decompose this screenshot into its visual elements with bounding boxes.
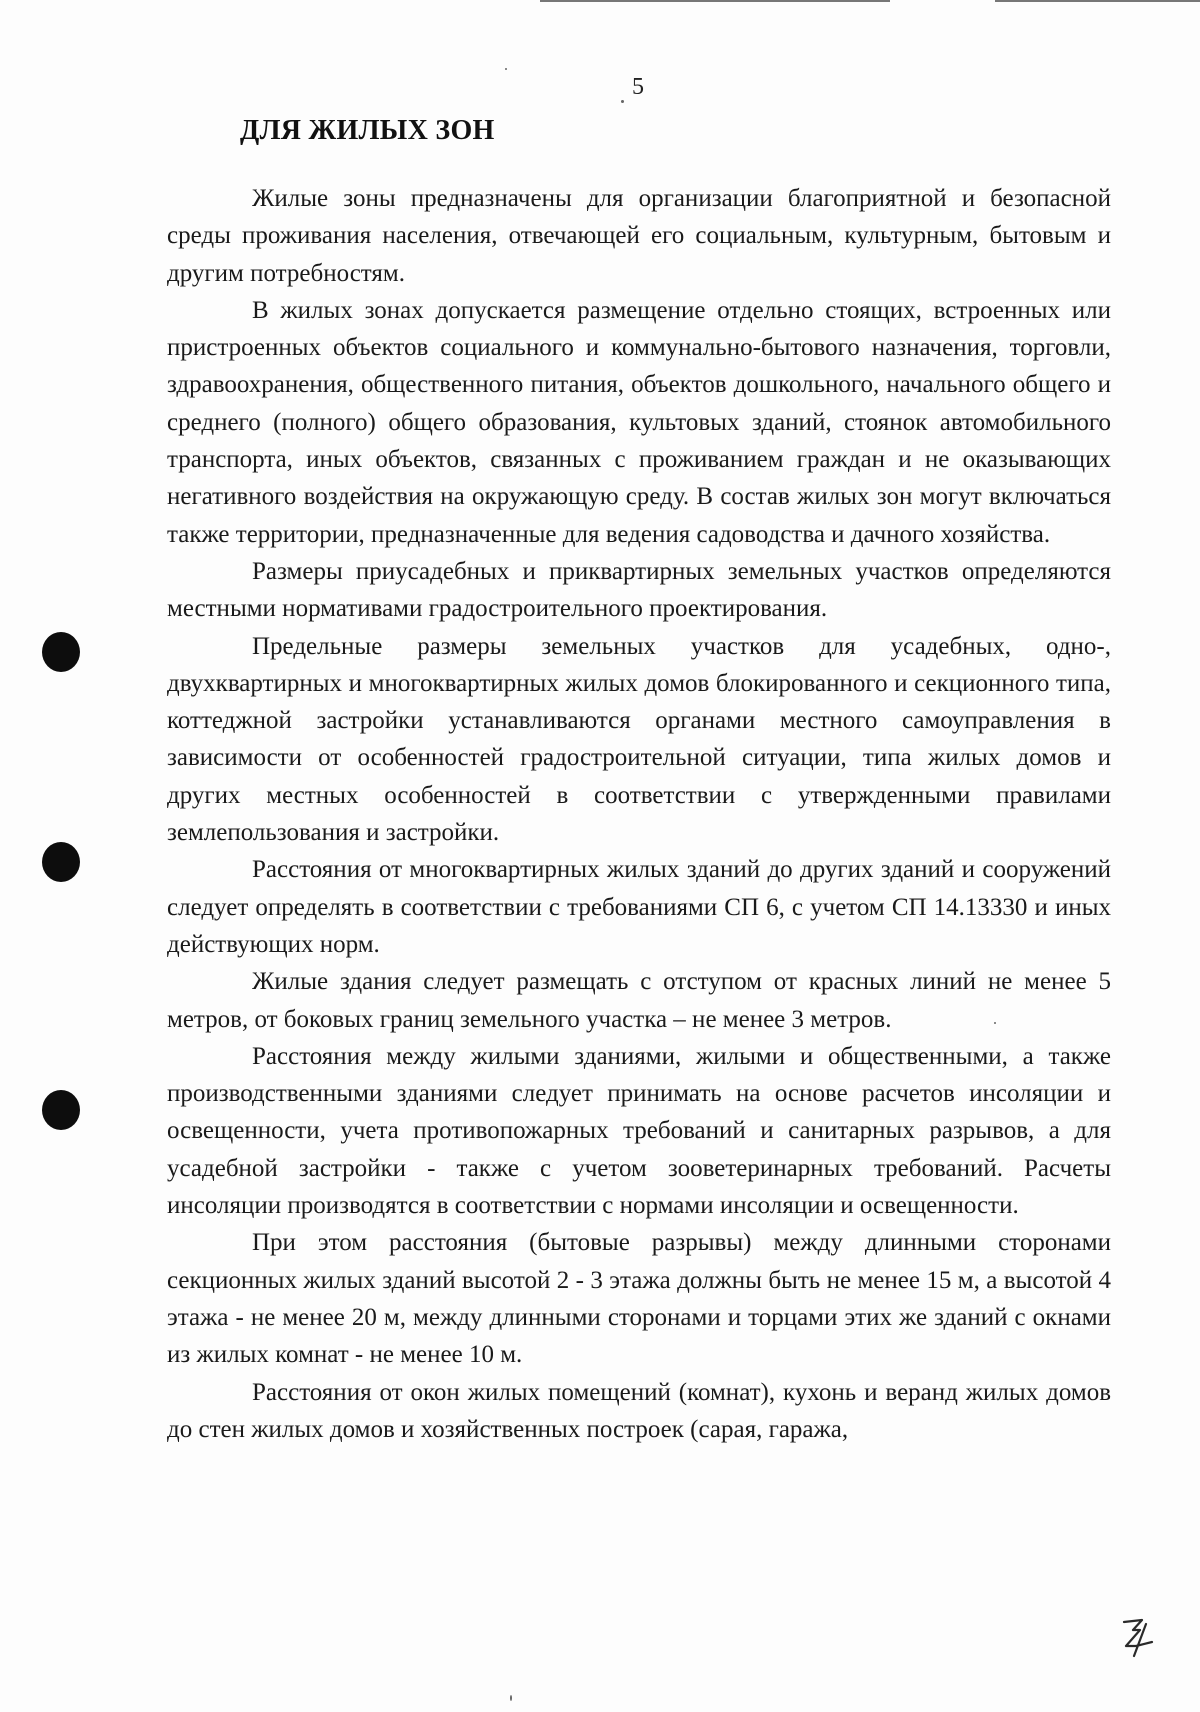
scan-speck	[621, 100, 624, 103]
scan-speck	[510, 1695, 512, 1701]
scan-speck	[505, 68, 507, 70]
paragraph: Предельные размеры земельных участков для усадебных, одно-, двухквартирных и многоквартирных жилых домов блокированного и секционного типа, коттеджной застройки устанавливаются органами местного самоуправления в зависимости от особенностей градостроительной ситуации, типа жилых домов и других местных особенностей в соответствии с утвержденными правилами землепользования и застройки.	[167, 632, 1111, 847]
paragraph: Размеры приусадебных и приквартирных земельных участков определяются местными нормативами градостроительного проектирования.	[167, 557, 1111, 623]
body-text	[167, 180, 1111, 1448]
scan-edge-line	[540, 0, 890, 2]
paragraph: Расстояния между жилыми зданиями, жилыми и общественными, а также производственными зданиями следует принимать на основе расчетов инсоляции и освещенности, учета противопожарных требований и санитарных разрывов, а для усадебной застройки - также с учетом зооветеринарных требований. Расчеты инсоляции производятся в соответствии с нормами инсоляции и освещенности.	[167, 1042, 1111, 1220]
paragraph: Расстояния от многоквартирных жилых зданий до других зданий и сооружений следует определять в соответствии с требованиями СП 6, с учетом СП 14.13330 и иных действующих норм.	[167, 856, 1111, 958]
page-number: 5	[632, 74, 644, 100]
punch-hole	[42, 1090, 80, 1130]
paragraph: В жилых зонах допускается размещение отдельно стоящих, встроенных или пристроенных объектов социального и коммунально-бытового назначения, торговли, здравоохранения, общественного питания, объектов дошкольного, начального общего и среднего (полного) общего образования, культовых зданий, стоянок автомобильного транспорта, иных объектов, связанных с проживанием граждан и не оказывающих негативного воздействия на окружающую среду. В состав жилых зон могут включаться также территории, предназначенные для ведения садоводства и дачного хозяйства.	[167, 296, 1111, 548]
scan-speck	[994, 1022, 996, 1024]
scan-edge-line	[995, 0, 1200, 2]
punch-hole	[42, 842, 80, 882]
paragraph: Жилые зоны предназначены для организации благоприятной и безопасной среды проживания населения, отвечающей его социальным, культурным, бытовым и другим потребностям.	[167, 185, 1111, 287]
paragraph: Расстояния от окон жилых помещений (комнат), кухонь и веранд жилых домов до стен жилых домов и хозяйственных построек (сарая, гаража,	[167, 1378, 1111, 1443]
paragraph: Жилые здания следует размещать с отступом от красных линий не менее 5 метров, от боковых границ земельного участка – не менее 3 метров.	[167, 968, 1111, 1033]
paragraph: При этом расстояния (бытовые разрывы) между длинными сторонами секционных жилых зданий высотой 2 - 3 этажа должны быть не менее 15 м, а высотой 4 этажа - не менее 20 м, между длинными сторонами и торцами этих же зданий с окнами из жилых комнат - не менее 10 м.	[167, 1229, 1111, 1369]
handwritten-sheet-number	[1118, 1616, 1158, 1660]
punch-hole	[42, 632, 80, 672]
section-heading: ДЛЯ ЖИЛЫХ ЗОН	[240, 115, 495, 146]
